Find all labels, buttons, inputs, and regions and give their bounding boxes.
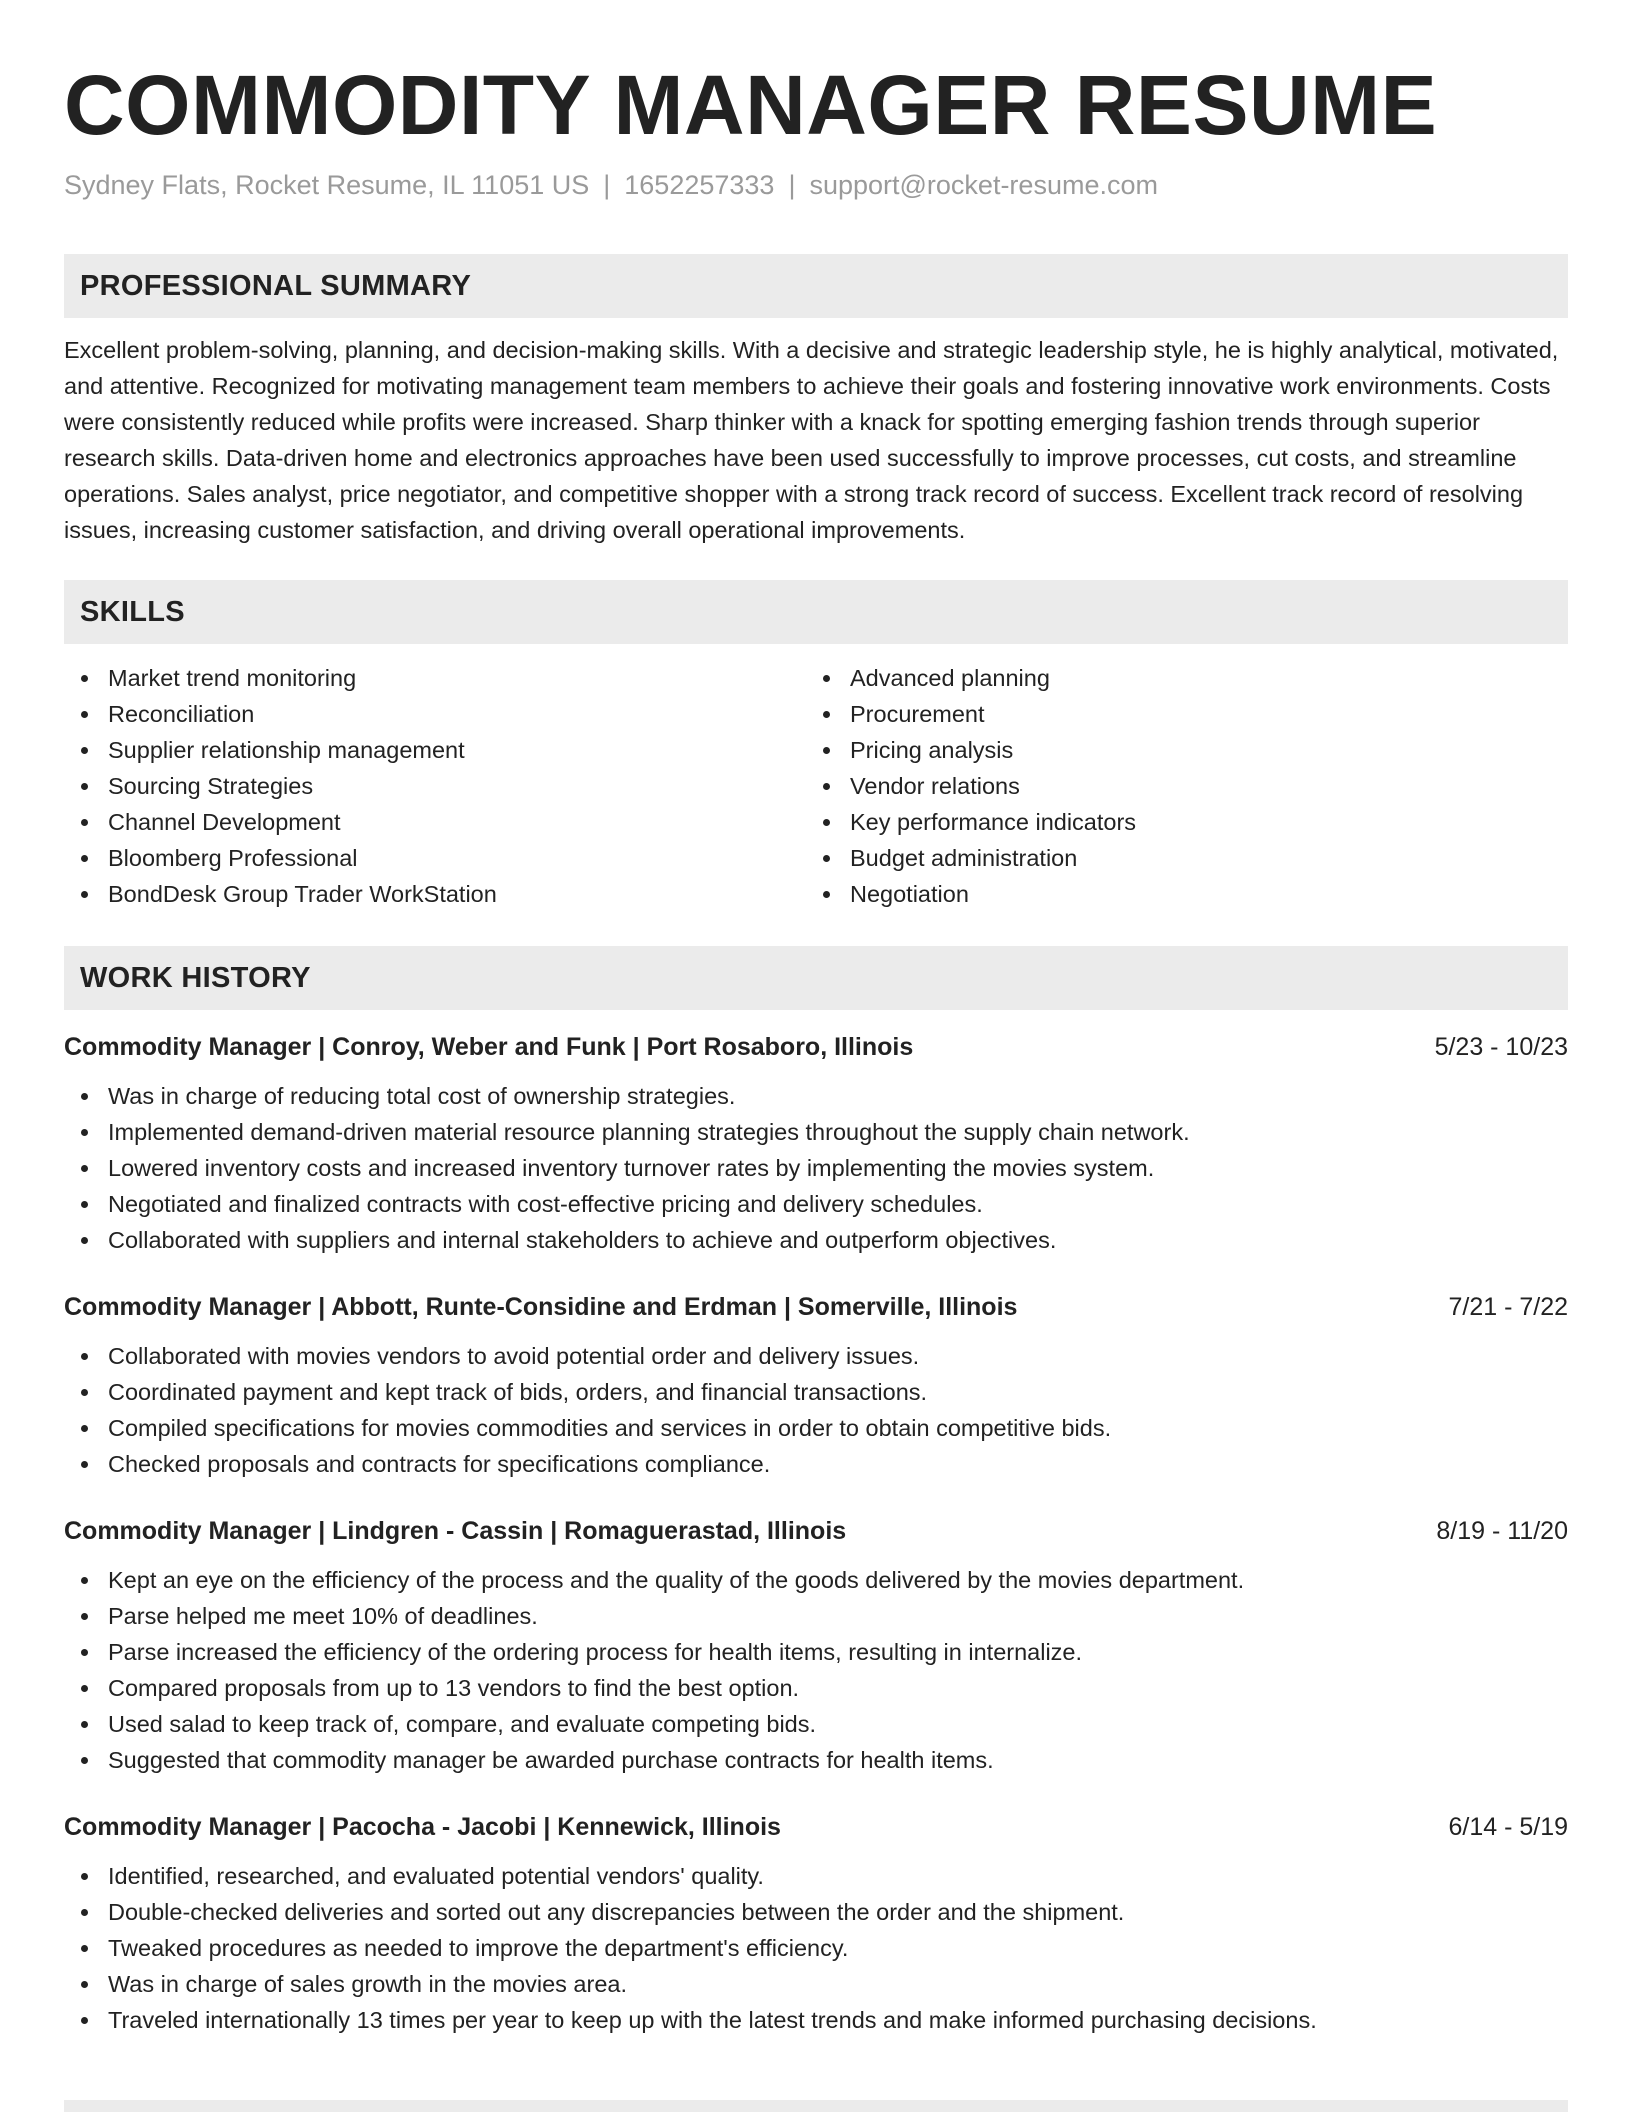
job-bullet: Checked proposals and contracts for specifications compliance. bbox=[108, 1446, 1568, 1482]
job-header bbox=[64, 1810, 1568, 1844]
job-bullet: Tweaked procedures as needed to improve the department's efficiency. bbox=[108, 1930, 1568, 1966]
skills-heading: SKILLS bbox=[64, 580, 1568, 644]
job-bullet: Was in charge of sales growth in the movies area. bbox=[108, 1966, 1568, 2002]
job-bullet: Traveled internationally 13 times per year to keep up with the latest trends and make informed purchasing decisions. bbox=[108, 2002, 1568, 2038]
job-title: Commodity Manager | Abbott, Runte-Considine and Erdman | Somerville, Illinois bbox=[64, 1293, 1018, 1321]
job-entry bbox=[64, 1030, 1568, 1258]
job-bullet: Suggested that commodity manager be awarded purchase contracts for health items. bbox=[108, 1742, 1568, 1778]
skills-column-right bbox=[806, 660, 1548, 912]
job-bullets bbox=[64, 1338, 1568, 1482]
job-bullet: Double-checked deliveries and sorted out any discrepancies between the order and the shipment. bbox=[108, 1894, 1568, 1930]
job-header bbox=[64, 1290, 1568, 1324]
skill-item: Negotiation bbox=[850, 876, 1548, 912]
contact-line bbox=[64, 168, 1568, 202]
job-bullet: Used salad to keep track of, compare, and evaluate competing bids. bbox=[108, 1706, 1568, 1742]
job-entry bbox=[64, 1290, 1568, 1482]
job-title: Commodity Manager | Lindgren - Cassin | Romaguerastad, Illinois bbox=[64, 1517, 847, 1545]
skill-item: Vendor relations bbox=[850, 768, 1548, 804]
skill-item: Market trend monitoring bbox=[108, 660, 806, 696]
resume-page bbox=[64, 0, 1568, 2038]
skill-item: Sourcing Strategies bbox=[108, 768, 806, 804]
job-bullet: Collaborated with movies vendors to avoid potential order and delivery issues. bbox=[108, 1338, 1568, 1374]
summary-text: Excellent problem-solving, planning, and decision-making skills. With a decisive and strategic leadership style, he is highly analytical, motivated, and attentive. Recognized for motivating management team members to achieve their goals and fostering innovative work environments. Costs were consistently reduced while profits were increased. Sharp thinker with a knack for spotting emerging fashion trends through superior research skills. Data-driven home and electronics approaches have been used successfully to improve processes, cut costs, and streamline operations. Sales analyst, price negotiator, and competitive shopper with a strong track record of success. Excellent track record of resolving issues, increasing customer satisfaction, and driving overall operational improvements. bbox=[64, 337, 1559, 543]
skill-item: Bloomberg Professional bbox=[108, 840, 806, 876]
contact-separator: | bbox=[603, 170, 611, 200]
job-header bbox=[64, 1514, 1568, 1548]
skill-item: Supplier relationship management bbox=[108, 732, 806, 768]
skill-item: Procurement bbox=[850, 696, 1548, 732]
job-bullet: Collaborated with suppliers and internal stakeholders to achieve and outperform objectives. bbox=[108, 1222, 1568, 1258]
contact-address: Sydney Flats, Rocket Resume, IL 11051 US bbox=[64, 170, 590, 200]
job-bullets bbox=[64, 1858, 1568, 2038]
job-dates: 5/23 - 10/23 bbox=[1434, 1033, 1568, 1061]
skill-item: Advanced planning bbox=[850, 660, 1548, 696]
skill-item: BondDesk Group Trader WorkStation bbox=[108, 876, 806, 912]
resume-title: COMMODITY MANAGER RESUME bbox=[64, 58, 1438, 152]
summary-heading: PROFESSIONAL SUMMARY bbox=[64, 254, 1568, 318]
job-bullet: Was in charge of reducing total cost of ownership strategies. bbox=[108, 1078, 1568, 1114]
skill-item: Reconciliation bbox=[108, 696, 806, 732]
job-entry bbox=[64, 1810, 1568, 2038]
contact-email: support@rocket-resume.com bbox=[809, 170, 1158, 200]
job-bullet: Lowered inventory costs and increased inventory turnover rates by implementing the movies system. bbox=[108, 1150, 1568, 1186]
job-bullet: Parse increased the efficiency of the ordering process for health items, resulting in internalize. bbox=[108, 1634, 1568, 1670]
job-bullets bbox=[64, 1078, 1568, 1258]
job-bullet: Parse helped me meet 10% of deadlines. bbox=[108, 1598, 1568, 1634]
skill-item: Key performance indicators bbox=[850, 804, 1548, 840]
job-bullet: Compiled specifications for movies commodities and services in order to obtain competitive bids. bbox=[108, 1410, 1568, 1446]
job-entry bbox=[64, 1514, 1568, 1778]
job-bullet: Negotiated and finalized contracts with cost-effective pricing and delivery schedules. bbox=[108, 1186, 1568, 1222]
job-dates: 7/21 - 7/22 bbox=[1448, 1293, 1568, 1321]
job-header bbox=[64, 1030, 1568, 1064]
job-bullet: Kept an eye on the efficiency of the process and the quality of the goods delivered by the movies department. bbox=[108, 1562, 1568, 1598]
skill-item: Pricing analysis bbox=[850, 732, 1548, 768]
job-bullets bbox=[64, 1562, 1568, 1778]
contact-phone: 1652257333 bbox=[624, 170, 775, 200]
contact-separator: | bbox=[788, 170, 796, 200]
job-dates: 6/14 - 5/19 bbox=[1448, 1813, 1568, 1841]
job-bullet: Identified, researched, and evaluated potential vendors' quality. bbox=[108, 1858, 1568, 1894]
job-bullet: Compared proposals from up to 13 vendors to find the best option. bbox=[108, 1670, 1568, 1706]
skill-item: Budget administration bbox=[850, 840, 1548, 876]
skills-list bbox=[64, 660, 1568, 912]
skills-column-left bbox=[64, 660, 806, 912]
next-section-band bbox=[64, 2100, 1568, 2112]
job-bullet: Implemented demand-driven material resource planning strategies throughout the supply chain network. bbox=[108, 1114, 1568, 1150]
work-history-heading: WORK HISTORY bbox=[64, 946, 1568, 1010]
job-dates: 8/19 - 11/20 bbox=[1436, 1517, 1568, 1545]
job-bullet: Coordinated payment and kept track of bids, orders, and financial transactions. bbox=[108, 1374, 1568, 1410]
job-title: Commodity Manager | Pacocha - Jacobi | Kennewick, Illinois bbox=[64, 1813, 781, 1841]
job-title: Commodity Manager | Conroy, Weber and Funk | Port Rosaboro, Illinois bbox=[64, 1033, 914, 1061]
skill-item: Channel Development bbox=[108, 804, 806, 840]
